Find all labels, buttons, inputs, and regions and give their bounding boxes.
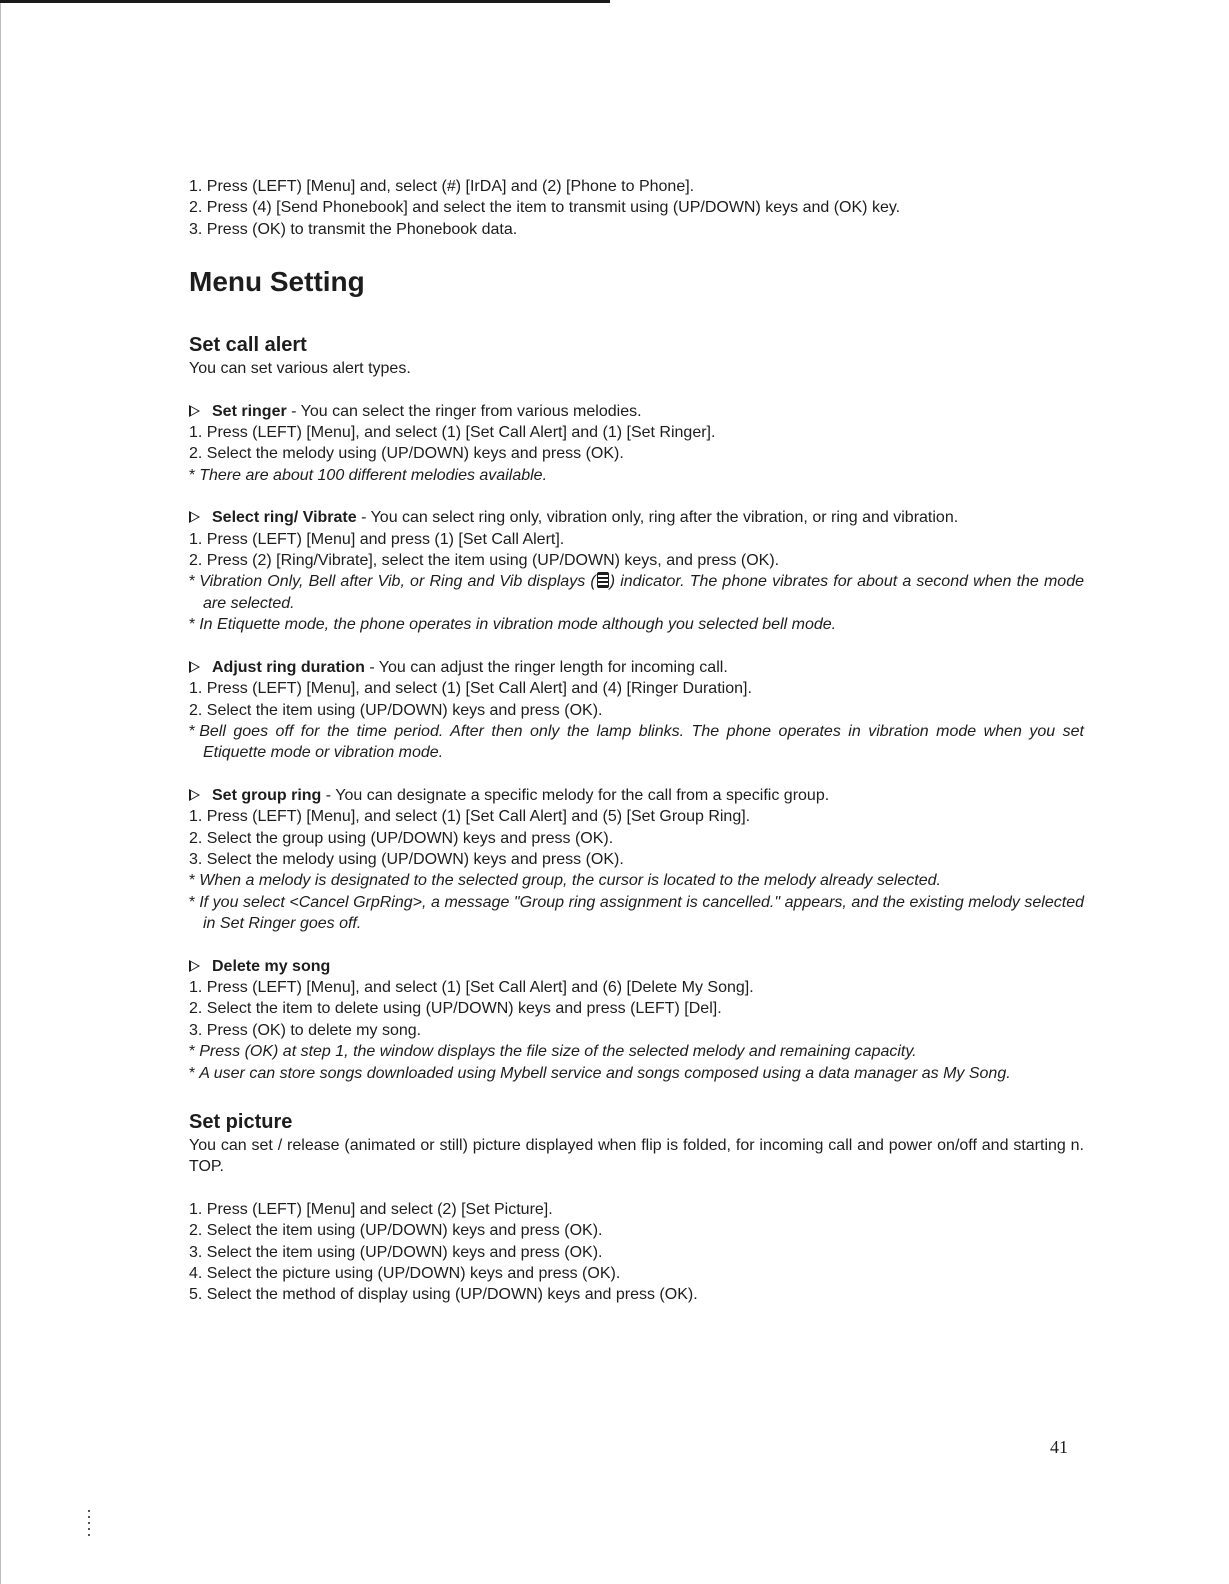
feature-heading — [189, 507, 1084, 528]
step-line: 2. Select the item to delete using (UP/DOWN) keys and press (LEFT) [Del]. — [189, 1000, 722, 1018]
feature-name: Set group ring — [212, 786, 322, 804]
section-title: Menu Setting — [189, 266, 365, 298]
feature-heading — [189, 401, 1084, 422]
step-line: 1. Press (LEFT) [Menu], and select (1) [Set Call Alert] and (4) [Ringer Duration]. — [189, 680, 752, 698]
feature-desc: - You can select ring only, vibration only, ring after the vibration, or ring and vibration. — [356, 509, 959, 527]
feature-name: Adjust ring duration — [212, 658, 365, 676]
feature-name: Select ring/ Vibrate — [212, 509, 357, 527]
note — [189, 892, 1084, 935]
step-line: 2. Press (4) [Send Phonebook] and select the item to transmit using (UP/DOWN) keys and (OK) key. — [189, 199, 901, 217]
step-line: 2. Select the group using (UP/DOWN) keys and press (OK). — [189, 829, 614, 847]
asterisk-icon: * — [189, 1064, 196, 1082]
call-alert-intro: You can set various alert types. — [189, 360, 411, 378]
step-line: 3. Press (OK) to transmit the Phonebook data. — [189, 220, 518, 238]
note-text: If you select <Cancel GrpRing>, a message "Group ring assignment is cancelled." appears, and the existing melody selected in Set Ringer goes off. — [199, 893, 1084, 933]
set-picture-steps — [189, 1199, 1084, 1306]
note-text: Press (OK) at step 1, the window displays the file size of the selected melody and remaining capacity. — [199, 1043, 917, 1061]
note-text: Bell goes off for the time period. After then only the lamp blinks. The phone operates in vibration mode when you set Etiquette mode or vibration mode. — [199, 722, 1084, 762]
triangle-bullet-icon — [189, 789, 200, 801]
note-text: In Etiquette mode, the phone operates in vibration mode although you selected bell mode. — [199, 616, 837, 634]
note — [189, 1041, 1084, 1062]
triangle-bullet-icon — [189, 511, 200, 523]
feature-desc: - You can select the ringer from various melodies. — [286, 402, 642, 420]
triangle-bullet-icon — [189, 661, 200, 673]
step-line: 1. Press (LEFT) [Menu] and, select (#) [IrDA] and (2) [Phone to Phone]. — [189, 178, 695, 195]
step-line: 2. Select the item using (UP/DOWN) keys and press (OK). — [189, 701, 603, 719]
asterisk-icon: * — [189, 722, 196, 740]
set-picture-heading: Set picture — [189, 1111, 293, 1133]
step-line: 2. Select the melody using (UP/DOWN) keys and press (OK). — [189, 445, 624, 463]
note-text-after: ) indicator. The phone vibrates for about a second when the mode are selected. — [203, 573, 1085, 612]
note-text: When a melody is designated to the selected group, the cursor is located to the melody already selected. — [199, 872, 941, 890]
asterisk-icon: * — [189, 893, 196, 911]
feature-heading — [189, 956, 1084, 977]
step-line: 2. Select the item using (UP/DOWN) keys and press (OK). — [189, 1222, 603, 1240]
scan-top-line — [0, 0, 610, 3]
note — [189, 870, 1084, 891]
asterisk-icon: * — [189, 466, 196, 484]
feature-set-ringer — [189, 401, 1084, 487]
asterisk-icon: * — [189, 872, 196, 890]
note — [189, 571, 1084, 614]
feature-name: Delete my song — [212, 957, 331, 975]
triangle-bullet-icon — [189, 960, 200, 972]
step-line: 1. Press (LEFT) [Menu] and select (2) [Set Picture]. — [189, 1200, 553, 1218]
call-alert-heading: Set call alert — [189, 334, 307, 357]
feature-name: Set ringer — [212, 402, 287, 420]
irda-steps — [189, 176, 1084, 240]
step-line: 3. Press (OK) to delete my song. — [189, 1021, 422, 1039]
feature-desc: - You can designate a specific melody for the call from a specific group. — [321, 786, 830, 804]
feature-desc: - You can adjust the ringer length for incoming call. — [364, 658, 728, 676]
step-line: 1. Press (LEFT) [Menu], and select (1) [Set Call Alert] and (1) [Set Ringer]. — [189, 424, 716, 442]
feature-heading — [189, 785, 1084, 806]
note — [189, 465, 1084, 486]
step-line: 5. Select the method of display using (UP/DOWN) keys and press (OK). — [189, 1286, 698, 1304]
asterisk-icon: * — [189, 573, 196, 591]
note — [189, 1063, 1084, 1084]
page-number: 41 — [1050, 1437, 1068, 1457]
asterisk-icon: * — [189, 616, 196, 634]
feature-ring-vibrate — [189, 507, 1084, 635]
feature-heading — [189, 657, 1084, 678]
note-text: A user can store songs downloaded using Mybell service and songs composed using a data manager as My Song. — [199, 1064, 1011, 1082]
step-line: 2. Press (2) [Ring/Vibrate], select the item using (UP/DOWN) keys, and press (OK). — [189, 552, 780, 570]
feature-group-ring — [189, 785, 1084, 935]
feature-ring-duration — [189, 657, 1084, 764]
note — [189, 721, 1084, 764]
vibrate-indicator-icon — [597, 572, 609, 588]
note — [189, 614, 1084, 635]
note-text-before: Vibration Only, Bell after Vib, or Ring and Vib displays ( — [199, 573, 596, 591]
step-line: 1. Press (LEFT) [Menu] and press (1) [Set Call Alert]. — [189, 530, 565, 548]
scan-artifact — [88, 1510, 90, 1538]
step-line: 3. Select the melody using (UP/DOWN) keys and press (OK). — [189, 850, 624, 868]
step-line: 3. Select the item using (UP/DOWN) keys and press (OK). — [189, 1243, 603, 1261]
step-line: 1. Press (LEFT) [Menu], and select (1) [Set Call Alert] and (6) [Delete My Song]. — [189, 978, 754, 996]
triangle-bullet-icon — [189, 405, 200, 417]
step-line: 1. Press (LEFT) [Menu], and select (1) [Set Call Alert] and (5) [Set Group Ring]. — [189, 808, 751, 826]
page-edge — [0, 0, 1, 1584]
note-text: There are about 100 different melodies available. — [199, 466, 548, 484]
set-picture-intro: You can set / release (animated or still) picture displayed when flip is folded, for incoming call and power on/off and starting n. TOP. — [189, 1137, 1084, 1176]
page-content — [189, 176, 1084, 1306]
feature-delete-song — [189, 956, 1084, 1084]
step-line: 4. Select the picture using (UP/DOWN) keys and press (OK). — [189, 1265, 621, 1283]
asterisk-icon: * — [189, 1043, 196, 1061]
